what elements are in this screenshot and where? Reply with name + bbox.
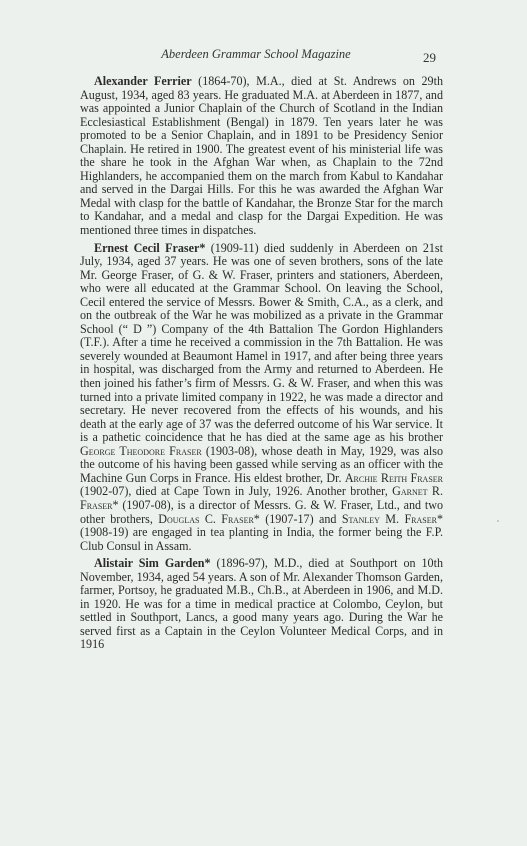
page-number: 29 (423, 50, 436, 65)
obituary-text: (1907-17) and (259, 511, 342, 526)
obituary-name: Ernest Cecil Fraser* (94, 240, 206, 255)
obituary-text: (1902-07), died at Cape Town in July, 1926. Another brother, (80, 484, 393, 499)
obituary-name: Alistair Sim Garden* (94, 556, 211, 571)
obituary-fraser (80, 242, 443, 554)
obituary-column (80, 75, 443, 656)
brother-name: Douglas C. Fraser* (158, 511, 260, 526)
paper-speck (497, 520, 499, 522)
running-title: Aberdeen Grammar School Magazine (161, 47, 351, 61)
obituary-text: (1909-11) died suddenly in Aberdeen on 21st July, 1934, aged 37 years. He was one of seven brothers, sons of the late Mr. George Fraser, of G. & W. Fraser, printers and stationers, Aberdeen, who were all educated at the Grammar School. On leaving the School, Cecil entered the service of Messrs. Bower & Smith, C.A., as a clerk, and on the outbreak of the War he was mobilized as a private in the Grammar School (“ D ”) Company of the 4th Battalion The Gordon Highlanders (T.F.). After a time he received a commission in the 7th Battalion. He was severely wounded at Beaumont Hamel in 1917, and after being three years in hospital, was discharged from the Army and returned to Aberdeen. He then joined his father’s firm of Messrs. G. & W. Fraser, and when this was turned into a private limited company in 1922, he was made a director and secretary. He never recovered from the effects of his wounds, and his death at the early age of 37 was the deferred outcome of his War service. It is a pathetic coincidence that he has died at the same age as his brother (80, 240, 443, 445)
brother-name: Stanley M. Fraser* (341, 511, 443, 526)
obituary-ferrier (80, 75, 443, 238)
obituary-text: (1907-08), is a director of Messrs. G. & W. Fraser, Ltd., and two other brothers, (80, 497, 443, 526)
obituary-garden (80, 557, 443, 652)
brother-name: George Theodore Fraser (80, 443, 202, 458)
obituary-text: (1908-19) are engaged in tea planting in India, the former being the F.P. Club Consul in Assam. (80, 525, 443, 553)
obituary-text: (1864-70), M.A., died at St. Andrews on 29th August, 1934, aged 83 years. He graduated M.A. at Aberdeen in 1877, and was appointed a Junior Chaplain of the Church of Scotland in the Indian Ecclesiastical Establishment (Bengal) in 1879. Ten years later he was promoted to be a Senior Chaplain, and in 1891 to be Presidency Senior Chaplain. He retired in 1900. The greatest event of his ministerial life was the share he took in the Afghan War when, as Chaplain to the 72nd Highlanders, he accompanied them on the march from Kabul to Kandahar and served in the Dargai Hills. For this he was awarded the Afghan War Medal with clasp for the battle of Kandahar, the Bronze Star for the march to Kandahar, and a medal and clasp for the Dargai Expedition. He was mentioned three times in dispatches. (80, 74, 443, 238)
brother-name: Archie Reith Fraser (344, 470, 443, 485)
brother-name: Garnet R. Fraser* (80, 484, 443, 512)
obituary-text: (1896-97), M.D., died at Southport on 10th November, 1934, aged 54 years. A son of Mr. Alexander Thomson Garden, farmer, Portsoy, he graduated M.B., Ch.B., at Aberdeen in 1906, and M.D. in 1920. He was for a time in medical practice at Colombo, Ceylon, but settled in Southport, Lancs, a good many years ago. During the War he served first as a Captain in the Ceylon Volunteer Medical Corps, and in 1916 (80, 556, 444, 652)
obituary-text: (1903-08), whose death in May, 1929, was also the outcome of his having been gassed while serving as an officer with the Machine Gun Corps in France. His eldest brother, Dr. (80, 443, 444, 485)
obituary-name: Alexander Ferrier (94, 74, 192, 88)
